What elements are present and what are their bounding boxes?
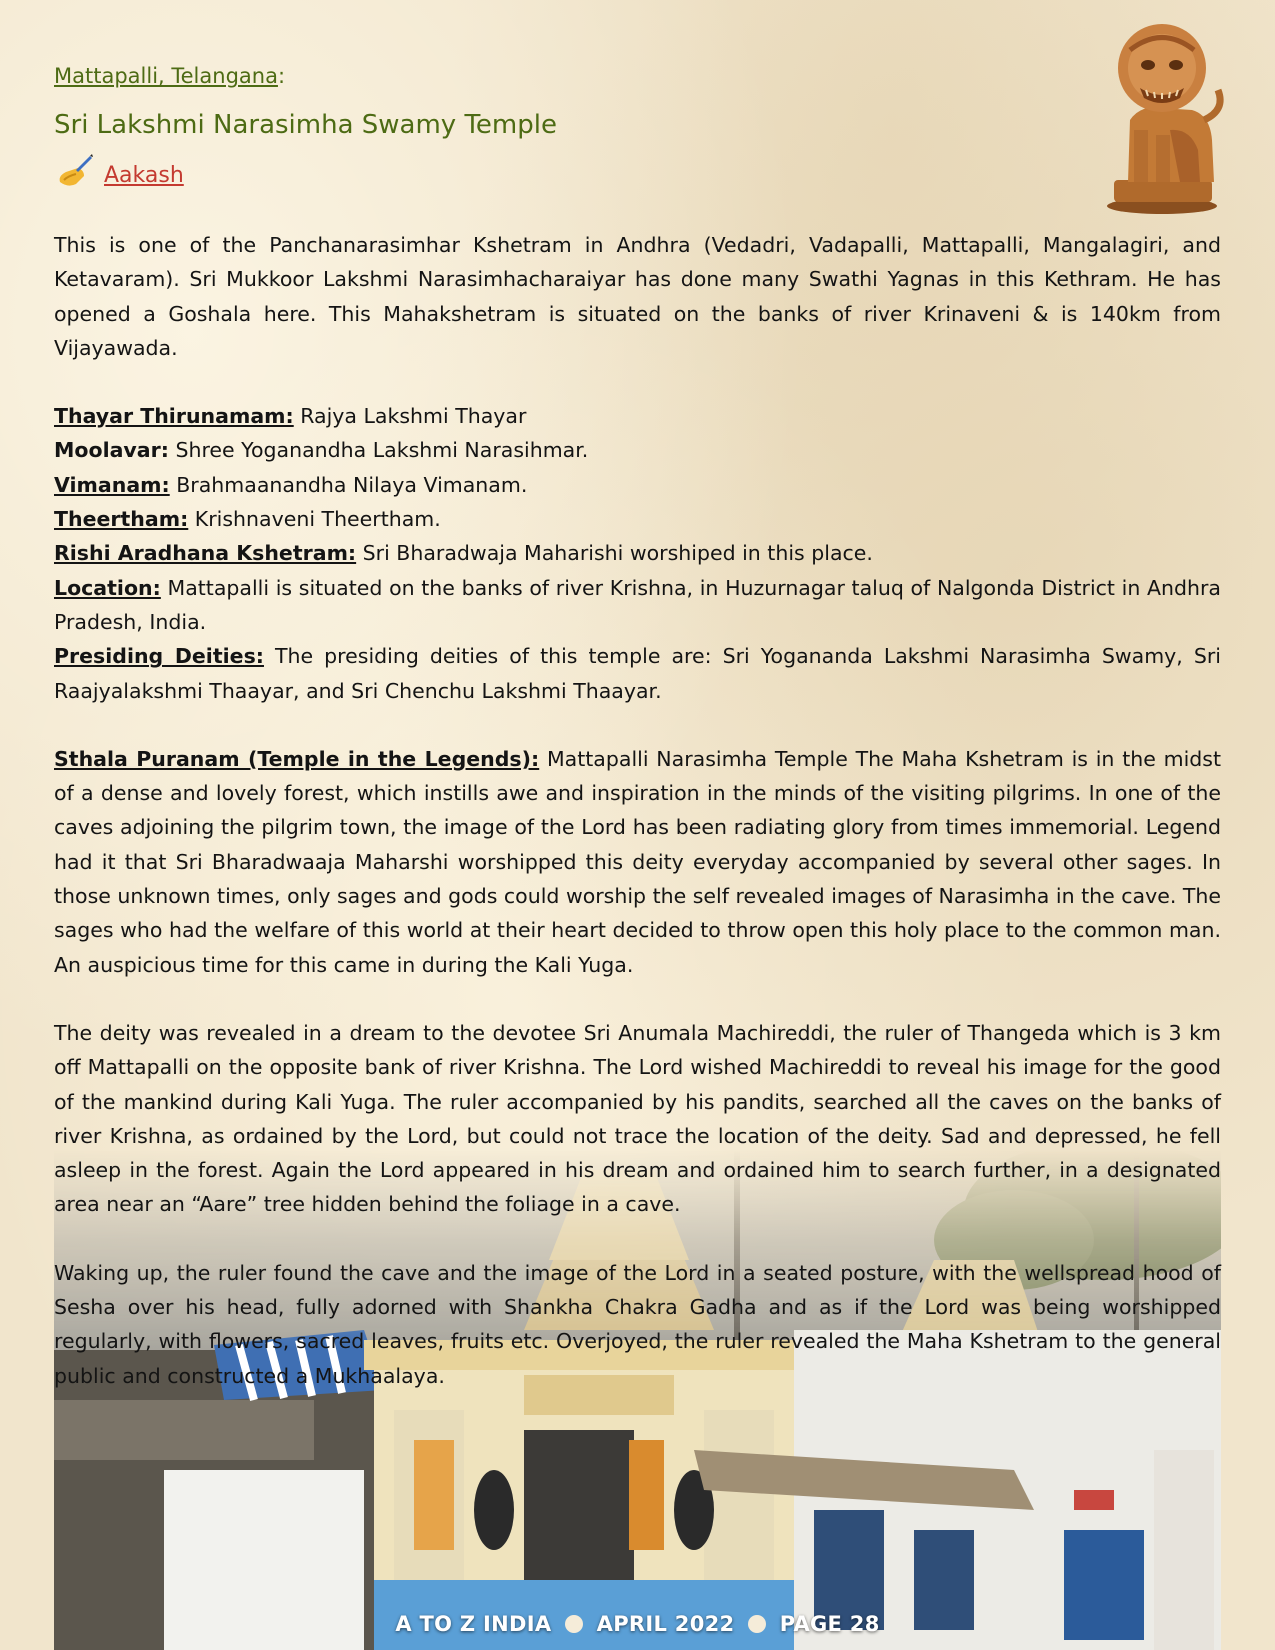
sthala-puranam-paragraph: Sthala Puranam (Temple in the Legends): Mattapalli Narasimha Temple The Maha Kshetram is in the midst of a dense and lovely forest, which instills awe and inspiration in the minds of the visiting pilgrims. In one of the caves adjoining the pilgrim town, the image of the Lord has been radiating glory from times immemorial. Legend had it that Sri Bharadwaaja Maharshi worshipped this deity everyday accompanied by several other sages. In those unknown times, only sages and gods could worship the self revealed images of Narasimha in the cave. The sages who had the welfare of this world at their heart decided to throw open this holy place to the common man. An auspicious time for this came in during the Kali Yuga. xyxy=(54,746,1222,977)
lion-statue-illustration xyxy=(1100,10,1230,215)
author-byline xyxy=(54,152,184,198)
footer-page: PAGE 28 xyxy=(779,1612,880,1636)
detail-vimanam: Vimanam: Brahmaanandha Nilaya Vimanam. xyxy=(54,472,528,497)
legend-paragraph-2: The deity was revealed in a dream to the devotee Sri Anumala Machireddi, the ruler of Thangeda which is 3 km off Mattapalli on the opposite bank of river Krishna. The Lord wished Machireddi to reveal his image for the good of the mankind during Kali Yuga. The ruler accompanied by his pandits, searched all the caves on the banks of river Krishna, as ordained by the Lord, but could not trace the location of the deity. Sad and depressed, he fell asleep in the forest. Again the Lord appeared in his dream and ordained him to search further, in a designated area near an “Aare” tree hidden behind the foliage in a cave. xyxy=(54,1020,1221,1217)
article-body xyxy=(54,228,1221,1393)
footer-issue: APRIL 2022 xyxy=(596,1612,735,1636)
detail-location: Location: Mattapalli is situated on the banks of river Krishna, in Huzurnagar taluq of Nalgonda District in Andhra Pradesh, India. xyxy=(54,575,1221,634)
footer-dot-icon xyxy=(565,1615,583,1633)
detail-moolavar: Moolavar: Shree Yoganandha Lakshmi Narasihmar. xyxy=(54,438,589,463)
writing-hand-icon xyxy=(54,152,94,198)
footer-magazine: A TO Z INDIA xyxy=(395,1612,552,1636)
temple-title: Sri Lakshmi Narasimha Swamy Temple xyxy=(54,110,557,140)
detail-theertham: Theertham: Krishnaveni Theertham. xyxy=(54,507,441,532)
detail-rishi: Rishi Aradhana Kshetram: Sri Bharadwaja Maharishi worshiped in this place. xyxy=(54,541,873,566)
detail-thayar: Thayar Thirunamam: Rajya Lakshmi Thayar xyxy=(54,404,527,429)
detail-deities: Presiding Deities: The presiding deities of this temple are: Sri Yogananda Lakshmi Narasimha Swamy, Sri Raajyalakshmi Thaayar, and Sri Chenchu Lakshmi Thaayar. xyxy=(54,644,1221,703)
place-heading xyxy=(54,64,285,88)
page-footer xyxy=(0,1612,1275,1636)
place-link[interactable]: Mattapalli, Telangana xyxy=(54,64,278,88)
footer-dot-icon xyxy=(748,1615,766,1633)
place-suffix: : xyxy=(277,64,286,88)
legend-paragraph-3: Waking up, the ruler found the cave and the image of the Lord in a seated posture, with the wellspread hood of Sesha over his head, fully adorned with Shankha Chakra Gadha and as if the Lord was being worshipped regularly, with flowers, sacred leaves, fruits etc. Overjoyed, the ruler revealed the Maha Kshetram to the general public and constructed a Mukhaalaya. xyxy=(54,1260,1221,1388)
author-link[interactable]: Aakash xyxy=(104,162,184,188)
intro-paragraph: This is one of the Panchanarasimhar Kshetram in Andhra (Vedadri, Vadapalli, Mattapalli, Mangalagiri, and Ketavaram). Sri Mukkoor Lakshmi Narasimhacharaiyar has done many Swathi Yagnas in this Kethram. He has opened a Goshala here. This Mahakshetram is situated on the banks of river Krinaveni & is 140km from Vijayawada. xyxy=(54,233,1221,360)
